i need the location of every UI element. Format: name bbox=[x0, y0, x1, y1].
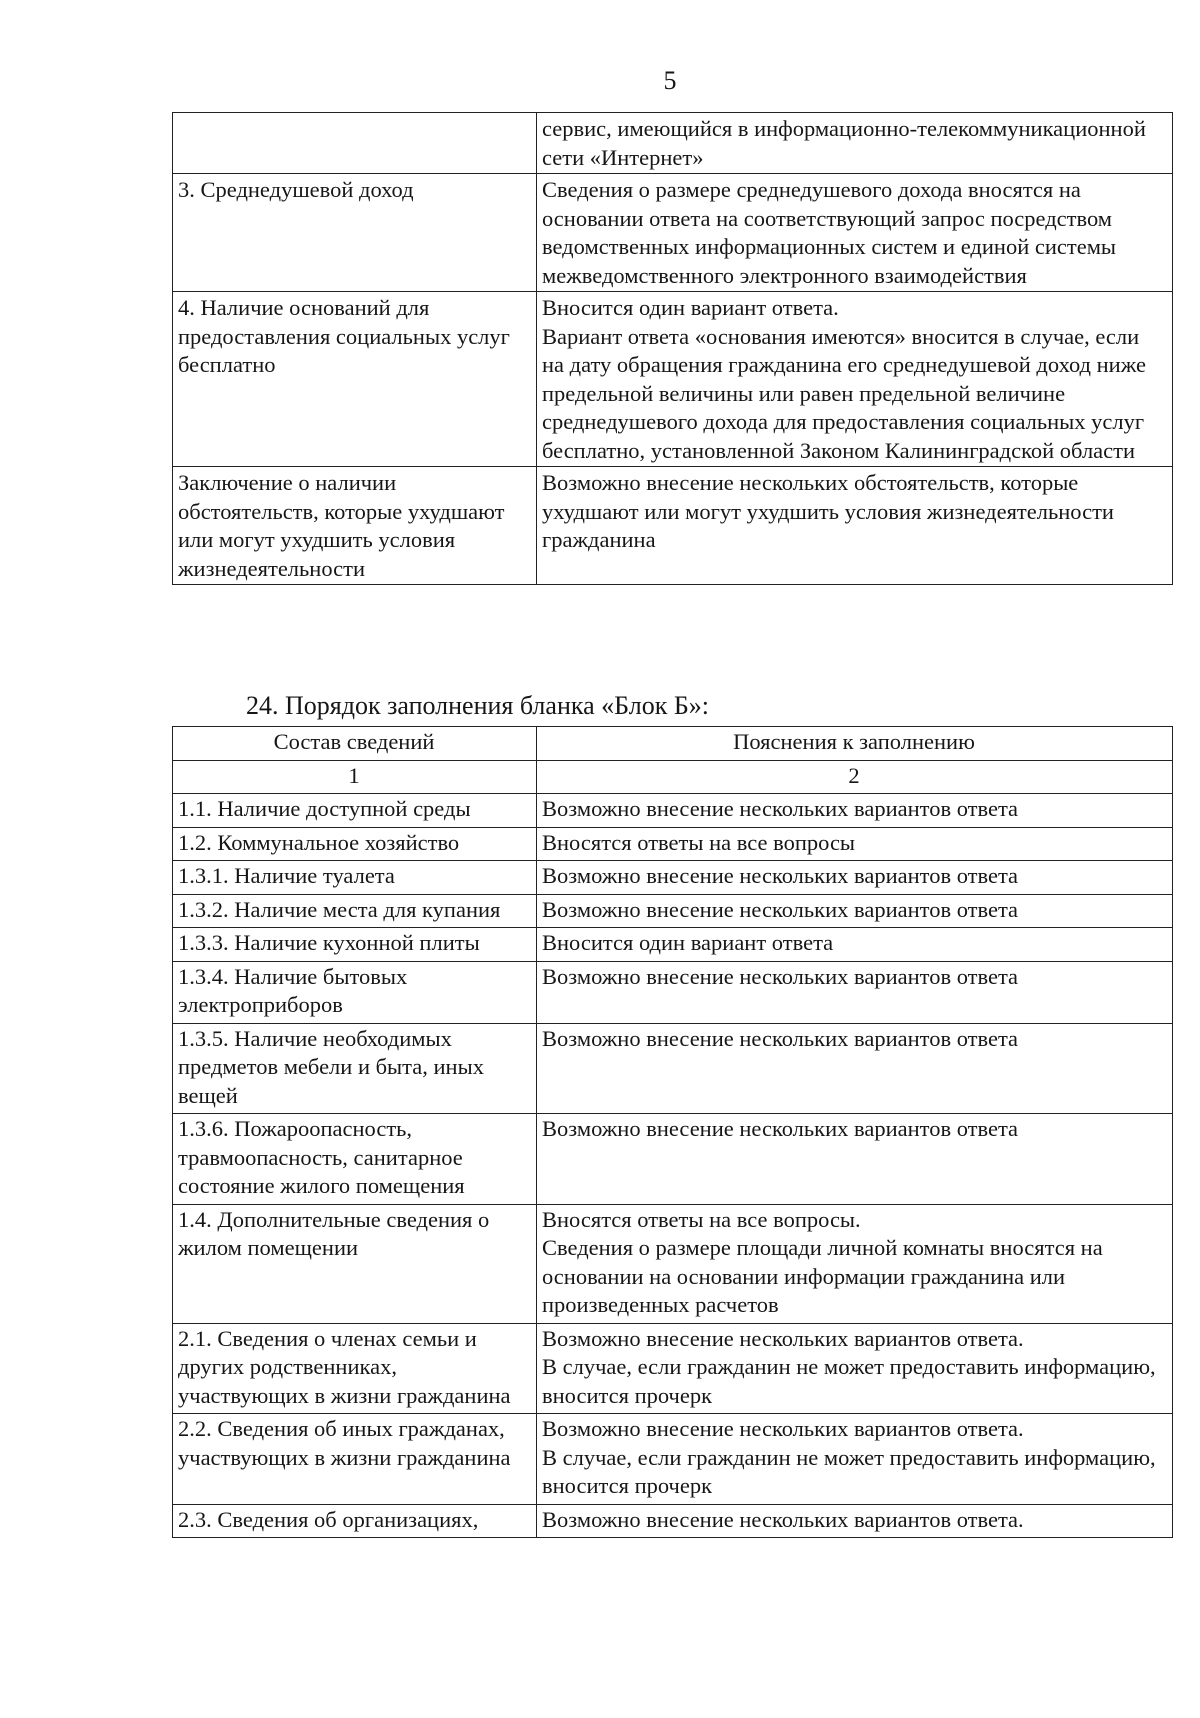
table-row bbox=[173, 1023, 1173, 1114]
instruction-cell bbox=[537, 467, 1173, 585]
instruction-cell bbox=[537, 827, 1173, 861]
cell-paragraph: Возможно внесение нескольких вариантов ответа bbox=[542, 1116, 1019, 1141]
header-cell-contents: Состав сведений bbox=[173, 727, 537, 761]
instruction-cell bbox=[537, 1414, 1173, 1505]
cell-paragraph: Возможно внесение нескольких вариантов ответа. bbox=[542, 1325, 1024, 1351]
cell-paragraph: 1.3.1. Наличие туалета bbox=[178, 863, 395, 888]
info-cell bbox=[173, 1204, 537, 1323]
cell-paragraph: сервис, имеющийся в информационно-телекоммуникационной сети «Интернет» bbox=[542, 116, 1146, 170]
cell-paragraph: Заключение о наличии обстоятельств, которые ухудшают или могут ухудшить условия жизнедеятельности bbox=[178, 470, 505, 581]
info-cell bbox=[173, 174, 537, 292]
info-cell bbox=[173, 1114, 537, 1205]
info-cell bbox=[173, 827, 537, 861]
info-cell bbox=[173, 861, 537, 895]
cell-paragraph: Возможно внесение нескольких вариантов ответа. bbox=[542, 1416, 1024, 1441]
instruction-cell bbox=[537, 113, 1173, 174]
cell-paragraph: Вносятся ответы на все вопросы bbox=[542, 829, 856, 855]
instruction-cell bbox=[537, 861, 1173, 895]
instruction-cell bbox=[537, 1023, 1173, 1114]
instruction-cell bbox=[537, 1323, 1173, 1414]
table-row bbox=[173, 1323, 1173, 1414]
cell-paragraph: Возможно внесение нескольких вариантов ответа bbox=[542, 1025, 1019, 1051]
cell-paragraph: 2.3. Сведения об организациях, bbox=[178, 1506, 479, 1532]
instruction-cell bbox=[537, 174, 1173, 292]
info-cell bbox=[173, 961, 537, 1023]
table-row bbox=[173, 961, 1173, 1023]
cell-paragraph: 1.1. Наличие доступной среды bbox=[178, 796, 471, 821]
table-row bbox=[173, 113, 1173, 174]
cell-paragraph: Возможно внесение нескольких вариантов ответа bbox=[542, 896, 1019, 922]
instruction-cell bbox=[537, 894, 1173, 928]
table-row bbox=[173, 827, 1173, 861]
table-row bbox=[173, 928, 1173, 962]
cell-paragraph: Сведения о размере площади личной комнаты вносятся на основании на основании информации гражданина или произведенных расчетов bbox=[542, 1235, 1103, 1317]
cell-paragraph: Вносится один вариант ответа. bbox=[542, 295, 839, 320]
block-b-table-body bbox=[173, 727, 1173, 1538]
cell-paragraph: Возможно внесение нескольких вариантов ответа bbox=[542, 863, 1019, 888]
info-cell bbox=[173, 292, 537, 467]
cell-paragraph: 3. Среднедушевой доход bbox=[178, 177, 414, 202]
cell-paragraph: 1.3.2. Наличие места для купания bbox=[178, 896, 501, 922]
cell-paragraph: 1.3.4. Наличие бытовых электроприборов bbox=[178, 963, 408, 1017]
cell-paragraph: 2.2. Сведения об иных гражданах, участвующих в жизни гражданина bbox=[178, 1416, 511, 1470]
cell-paragraph: Сведения о размере среднедушевого дохода вносятся на основании ответа на соответствующий запрос посредством ведомственных информационных систем и единой системы межведомственного электронного взаимодействия bbox=[542, 177, 1117, 288]
table-header-row bbox=[173, 727, 1173, 761]
continuation-table-body bbox=[173, 113, 1173, 585]
cell-paragraph: 1.4. Дополнительные сведения о жилом помещении bbox=[178, 1206, 490, 1260]
instruction-cell bbox=[537, 961, 1173, 1023]
cell-paragraph: 1.3.6. Пожароопасность, травмоопасность, санитарное состояние жилого помещения bbox=[178, 1116, 465, 1198]
instruction-cell bbox=[537, 794, 1173, 828]
instruction-cell bbox=[537, 1114, 1173, 1205]
column-number-2: 2 bbox=[537, 760, 1173, 794]
cell-paragraph: 1.2. Коммунальное хозяйство bbox=[178, 829, 460, 855]
table-row bbox=[173, 174, 1173, 292]
cell-paragraph: Возможно внесение нескольких вариантов ответа. bbox=[542, 1506, 1024, 1532]
page-number: 5 bbox=[663, 66, 677, 95]
table-row bbox=[173, 894, 1173, 928]
table-row bbox=[173, 467, 1173, 585]
header-cell-instructions: Пояснения к заполнению bbox=[537, 727, 1173, 761]
table-row bbox=[173, 1504, 1173, 1538]
info-cell bbox=[173, 113, 537, 174]
info-cell bbox=[173, 894, 537, 928]
instruction-cell bbox=[537, 928, 1173, 962]
info-cell bbox=[173, 928, 537, 962]
cell-paragraph: Вносятся ответы на все вопросы. bbox=[542, 1206, 861, 1232]
cell-paragraph: В случае, если гражданин не может предоставить информацию, вносится прочерк bbox=[542, 1354, 1156, 1408]
table-row bbox=[173, 861, 1173, 895]
cell-paragraph: Возможно внесение нескольких вариантов ответа bbox=[542, 796, 1019, 821]
instruction-cell bbox=[537, 292, 1173, 467]
section-heading: 24. Порядок заполнения бланка «Блок Б»: bbox=[246, 691, 709, 720]
info-cell bbox=[173, 1414, 537, 1505]
cell-paragraph: Возможно внесение нескольких обстоятельств, которые ухудшают или могут ухудшить условия жизнедеятельности гражданина bbox=[542, 470, 1114, 552]
block-b-table bbox=[172, 726, 1173, 1538]
continuation-table bbox=[172, 112, 1173, 585]
table-row bbox=[173, 794, 1173, 828]
cell-paragraph: Возможно внесение нескольких вариантов ответа bbox=[542, 963, 1019, 989]
column-number-1: 1 bbox=[173, 760, 537, 794]
cell-paragraph: Вносится один вариант ответа bbox=[542, 930, 834, 955]
info-cell bbox=[173, 794, 537, 828]
cell-paragraph: В случае, если гражданин не может предоставить информацию, вносится прочерк bbox=[542, 1444, 1156, 1498]
info-cell bbox=[173, 1323, 537, 1414]
cell-paragraph: 1.3.5. Наличие необходимых предметов мебели и быта, иных вещей bbox=[178, 1025, 484, 1108]
cell-paragraph: 1.3.3. Наличие кухонной плиты bbox=[178, 930, 480, 955]
table-row bbox=[173, 1414, 1173, 1505]
cell-paragraph: 4. Наличие оснований для предоставления социальных услуг бесплатно bbox=[178, 295, 510, 377]
table-row bbox=[173, 1204, 1173, 1323]
instruction-cell bbox=[537, 1204, 1173, 1323]
info-cell bbox=[173, 467, 537, 585]
instruction-cell bbox=[537, 1504, 1173, 1538]
cell-paragraph: Вариант ответа «основания имеются» вносится в случае, если на дату обращения гражданина его среднедушевой доход ниже предельной величины или равен предельной величине среднедушевого дохода для предоставления социальных услуг бесплатно, установленной Законом Калининградской области bbox=[542, 323, 1146, 463]
cell-paragraph: 2.1. Сведения о членах семьи и других родственниках, участвующих в жизни гражданина bbox=[178, 1325, 511, 1408]
column-number-row bbox=[173, 760, 1173, 794]
table-row bbox=[173, 1114, 1173, 1205]
table-row bbox=[173, 292, 1173, 467]
info-cell bbox=[173, 1023, 537, 1114]
info-cell bbox=[173, 1504, 537, 1538]
